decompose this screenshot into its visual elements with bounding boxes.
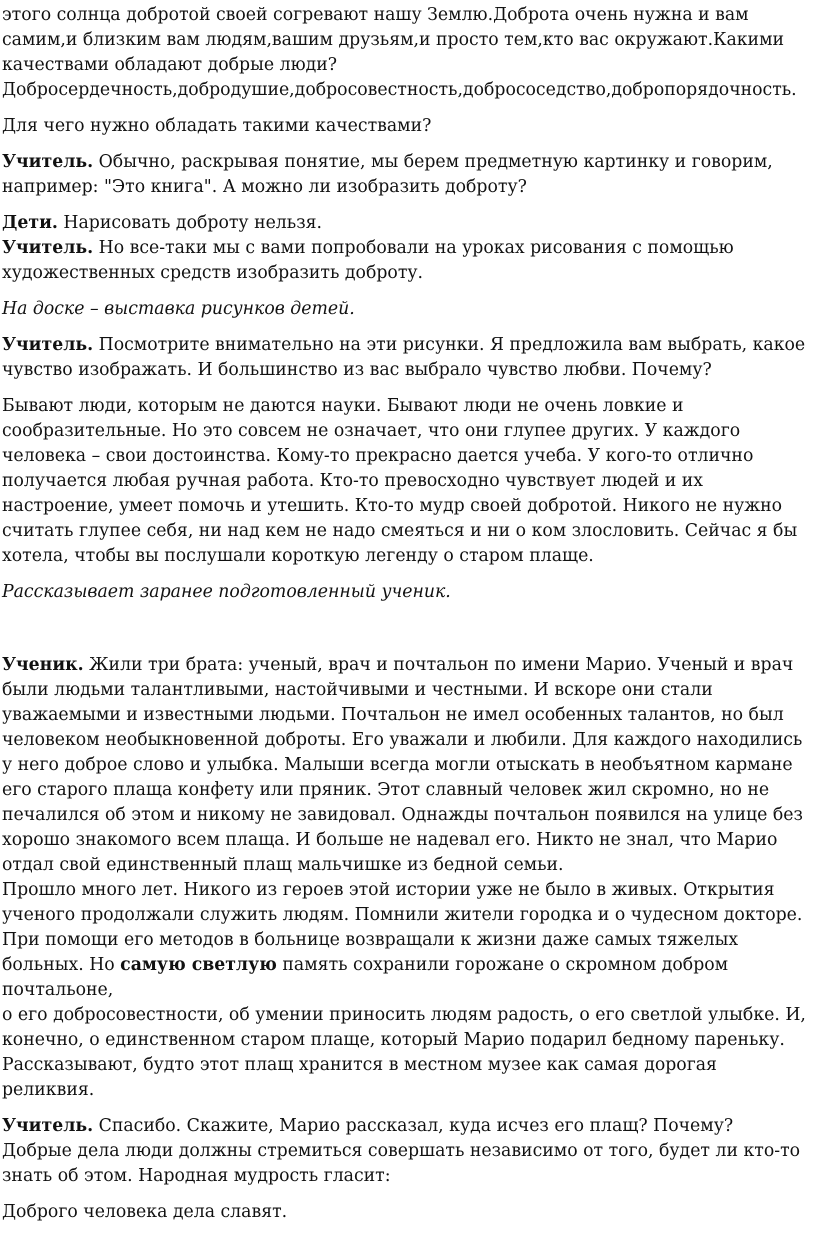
paragraph-text: Нарисовать доброту нельзя. [57, 213, 323, 233]
body-paragraph [2, 394, 806, 569]
proverb-paragraph [2, 1200, 806, 1225]
stage-direction [2, 580, 806, 605]
paragraph-text: Жили три брата: ученый, врач и почтальон по имени Марио. Ученый и врач были людьми талантливыми, настойчивыми и честными. И вскоре они стали уважаемыми и известными людьми. Почтальон не имел особенных талантов, но был человеком необыкновенной доброты. Его уважали и любили. Для каждого находились у него доброе слово и улыбка. Малыши всегда могли отыскать в необъятном кармане его старого плаща конфету или пряник. Этот славный человек жил скромно, но не печалился об этом и никому не завидовал. Однажды почтальон появился на улице без хорошо знакомого всем плаща. И больше не надевал его. Никто не знал, что Марио отдал свой единственный плащ мальчишке из бедной семьи. [2, 655, 803, 875]
children-line [2, 211, 806, 236]
question-paragraph [2, 114, 806, 139]
paragraph-text: Обычно, раскрывая понятие, мы берем предметную картинку и говорим, например: "Это книга". А можно ли изобразить доброту? [2, 152, 773, 197]
blank-space [2, 616, 806, 653]
speaker-label: Учитель. [2, 152, 94, 172]
paragraph-text: Прошло много лет. Никого из героев этой истории уже не было в живых. Открытия ученого продолжали служить людям. Помнили жители городка и о чудесном докторе. При помощи его методов в больнице возвращали к жизни даже самых тяжелых больных. Но [2, 880, 803, 975]
story-paragraph [2, 1003, 806, 1103]
emphasis-text: самую светлую [120, 955, 277, 975]
speaker-label: Учитель. [2, 238, 94, 258]
teacher-line [2, 150, 806, 200]
intro-paragraph [2, 3, 806, 103]
paragraph-text: память сохранили горожане о скромном добром почтальоне, [2, 955, 729, 1000]
speaker-label: Учитель. [2, 335, 94, 355]
paragraph-text: Бывают люди, которым не даются науки. Бывают люди не очень ловкие и сообразительные. Но это совсем не означает, что они глупее других. У каждого человека – свои достоинства. Кому-то прекрасно дается учеба. У кого-то отлично получается любая ручная работа. Кто-то превосходно чувствует людей и их настроение, умеет помочь и утешить. Кто-то мудр своей добротой. Никого не нужно считать глупее себя, ни над кем не надо смеяться и ни о ком злословить. Сейчас я бы хотела, чтобы вы послушали короткую легенду о старом плаще. [2, 396, 798, 566]
speaker-label: Учитель. [2, 1116, 94, 1136]
speaker-label: Дети. [2, 213, 58, 233]
story-paragraph [2, 878, 806, 1003]
paragraph-text: Доброго человека дела славят. [2, 1202, 288, 1222]
student-line [2, 653, 806, 878]
paragraph-text: Спасибо. Скажите, Марио рассказал, куда исчез его плащ? Почему? Добрые дела люди должны стремиться совершать независимо от того, будет ли кто-то знать об этом. Народная мудрость гласит: [2, 1116, 801, 1186]
paragraph-text: На доске – выставка рисунков детей. [2, 299, 355, 319]
teacher-line [2, 333, 806, 383]
teacher-line [2, 236, 806, 286]
paragraph-text: Рассказывает заранее подготовленный ученик. [2, 582, 451, 602]
speaker-label: Ученик. [2, 655, 84, 675]
paragraph-text: этого солнца добротой своей согревают нашу Землю.Доброта очень нужна и вам самим,и близким вам людям,вашим друзьям,и просто тем,кто вас окружают.Какими качествами обладают добрые люди?Добросердечность,добродушие,добросовестность,добрососедство,добропорядочность. [2, 5, 797, 100]
paragraph-text: Но все-таки мы с вами попробовали на уроках рисования с помощью художественных средств изобразить доброту. [2, 238, 734, 283]
stage-direction [2, 297, 806, 322]
teacher-line [2, 1114, 806, 1189]
paragraph-text: о его добросовестности, об умении приносить людям радость, о его светлой улыбке. И, конечно, о единственном старом плаще, который Марио подарил бедному пареньку. Рассказывают, будто этот плащ хранится в местном музее как самая дорогая реликвия. [2, 1005, 806, 1100]
paragraph-text: Для чего нужно обладать такими качествами? [2, 116, 432, 136]
paragraph-text: Посмотрите внимательно на эти рисунки. Я предложила вам выбрать, какое чувство изображать. И большинство из вас выбрало чувство любви. Почему? [2, 335, 806, 380]
